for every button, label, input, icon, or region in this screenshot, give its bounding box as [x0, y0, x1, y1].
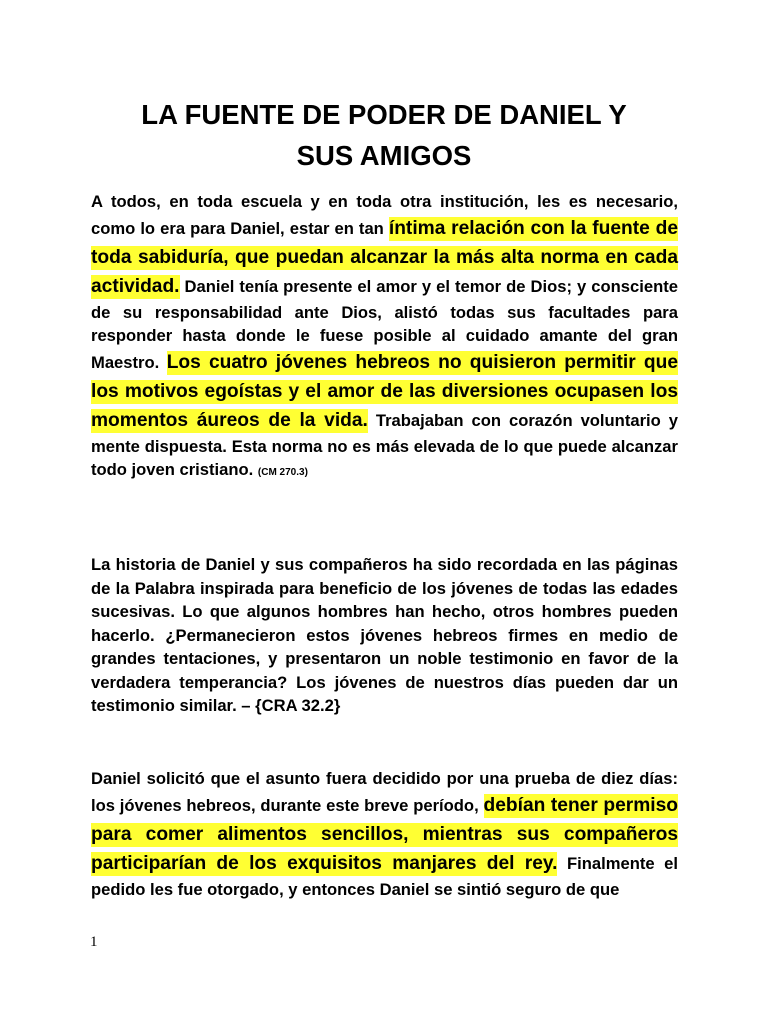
title-line-1: LA FUENTE DE PODER DE DANIEL Y	[141, 99, 627, 130]
page-number: 1	[90, 934, 98, 950]
paragraph-1-highlight-2: Los cuatro jóvenes hebreos no quisieron permitir que los motivos egoístas y el amor de las diversiones ocupasen los momentos áureos de la vida.	[91, 351, 678, 431]
paragraph-1-text-2: Daniel tenía presente el amor y el temor de Dios; y consciente de su responsabilidad ante Dios, alistó todas sus facultades para responder hasta donde le fuese posible al cuidado amante del gran Maestro.	[91, 276, 678, 372]
paragraph-1-highlight-1: íntima relación con la fuente de toda sabiduría, que puedan alcanzar la más alta norma en cada actividad.	[91, 217, 678, 297]
paragraph-3	[91, 767, 678, 901]
document-title	[90, 94, 678, 176]
paragraph-1-text-1: A todos, en toda escuela y en toda otra institución, les es necesario, como lo era para Daniel, estar en tan	[91, 192, 678, 238]
title-line-2: SUS AMIGOS	[296, 140, 472, 171]
paragraph-1-text-3: Trabajaban con corazón voluntario y mente dispuesta. Esta norma no es más elevada de lo que puede alcanzar todo joven cristiano.	[91, 410, 678, 479]
paragraph-3-text-2: Finalmente el pedido les fue otorgado, y entonces Daniel se sintió seguro de que	[91, 853, 678, 899]
paragraph-1-reference: (CM 270.3)	[257, 467, 308, 478]
paragraph-3-highlight-1: debían tener permiso para comer alimentos sencillos, mientras sus compañeros participarían de los exquisitos manjares del rey.	[91, 794, 679, 874]
paragraph-1	[91, 190, 678, 485]
paragraph-2: La historia de Daniel y sus compañeros ha sido recordada en las páginas de la Palabra inspirada para beneficio de los jóvenes de todas las edades sucesivas. Lo que algunos hombres han hecho, otros hombres pueden hacerlo. ¿Permanecieron estos jóvenes hebreos firmes en medio de grandes tentaciones, y presentaron un noble testimonio en favor de la verdadera temperancia? Los jóvenes de nuestros días pueden dar un testimonio similar. – {CRA 32.2}	[91, 555, 678, 715]
paragraph-3-text-1: Daniel solicitó que el asunto fuera decidido por una prueba de diez días: los jóvenes hebreos, durante este breve período,	[91, 769, 678, 815]
